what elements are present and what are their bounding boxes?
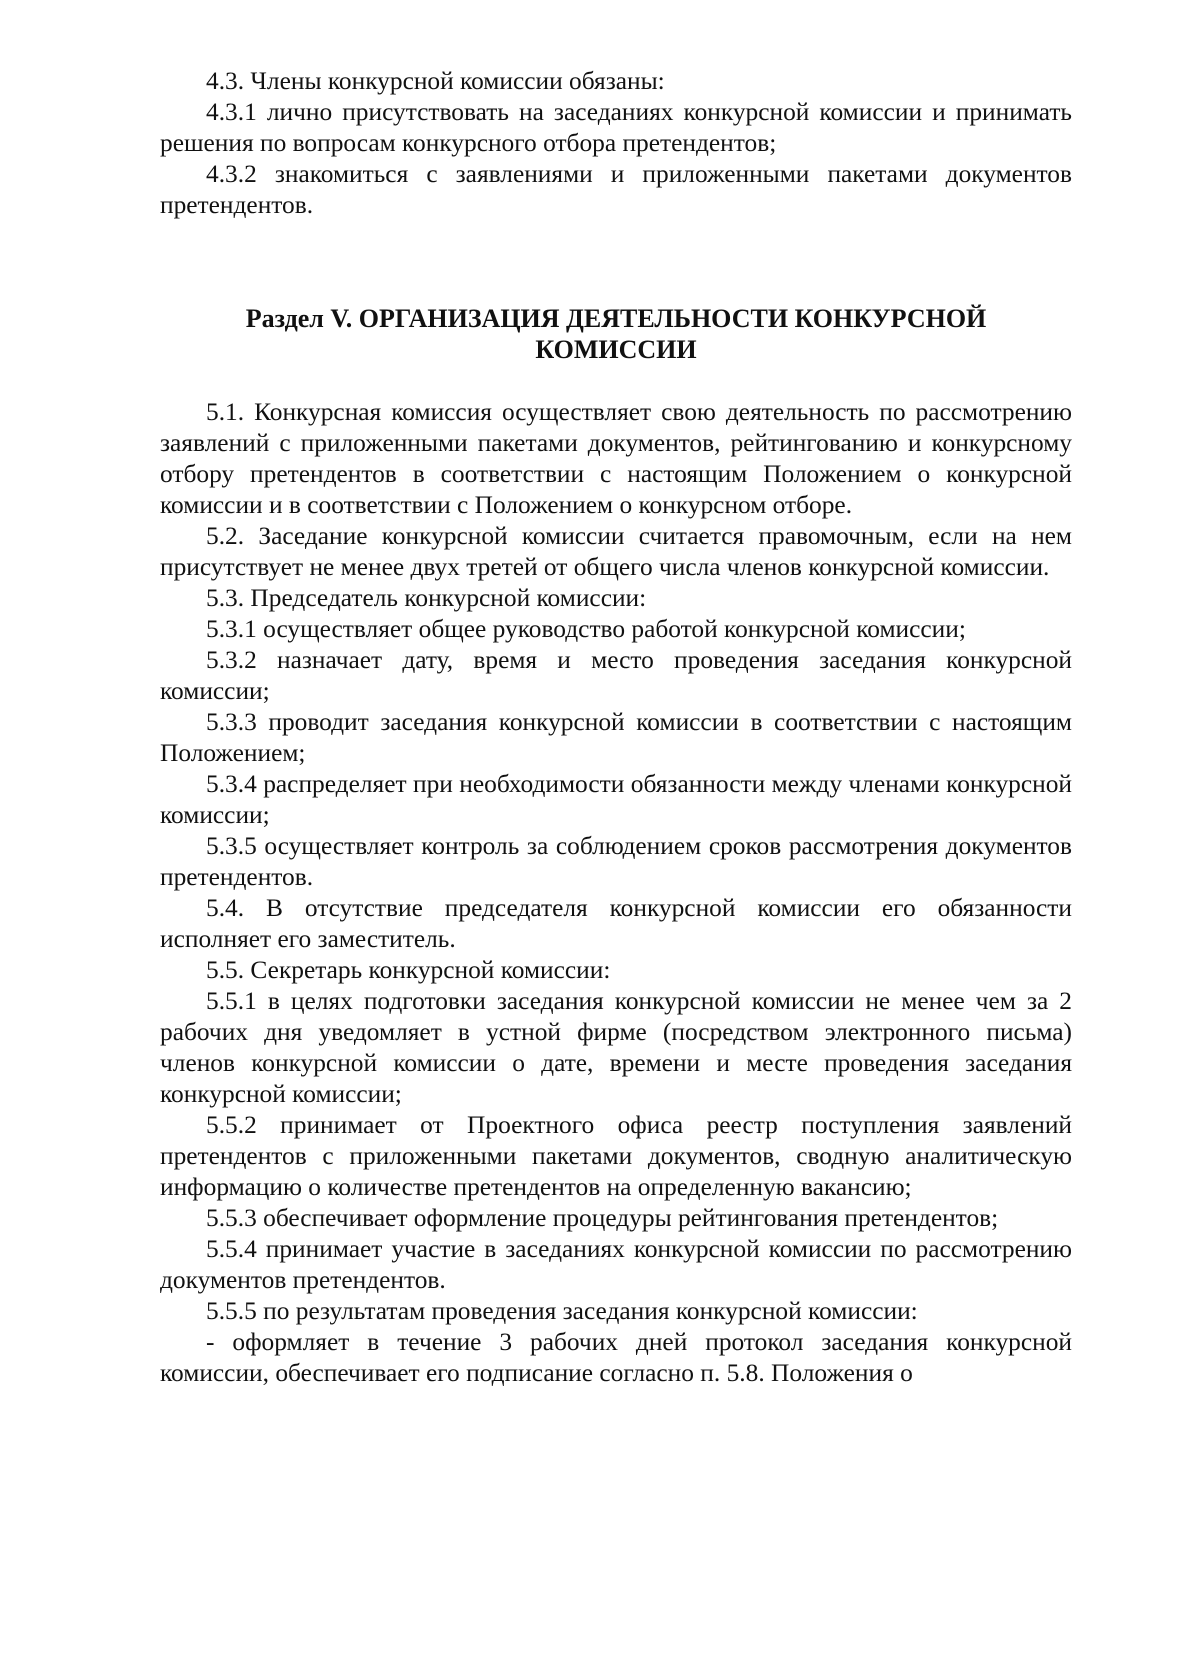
paragraph-4-3: 4.3. Члены конкурсной комиссии обязаны: — [206, 67, 665, 95]
paragraph-5-3-5: 5.3.5 осуществляет контроль за соблюдением сроков рассмотрения документов претендентов. — [160, 832, 1072, 891]
paragraph-4-3-1: 4.3.1 лично присутствовать на заседаниях конкурсной комиссии и принимать решения по вопросам конкурсного отбора претендентов; — [160, 98, 1072, 157]
spacer — [160, 221, 1072, 303]
paragraph-4-3-2: 4.3.2 знакомиться с заявлениями и приложенными пакетами документов претендентов. — [160, 160, 1072, 219]
paragraph-5-5-5: 5.5.5 по результатам проведения заседания конкурсной комиссии: — [206, 1297, 918, 1325]
paragraph-5-3-3: 5.3.3 проводит заседания конкурсной комиссии в соответствии с настоящим Положением; — [160, 708, 1072, 767]
paragraph-5-2: 5.2. Заседание конкурсной комиссии считается правомочным, если на нем присутствует не менее двух третей от общего числа членов конкурсной комиссии. — [160, 522, 1072, 581]
paragraph-5-3-1: 5.3.1 осуществляет общее руководство работой конкурсной комиссии; — [206, 615, 966, 643]
paragraph-5-4: 5.4. В отсутствие председателя конкурсной комиссии его обязанности исполняет его заместитель. — [160, 894, 1072, 953]
section-heading-line-1: Раздел V. ОРГАНИЗАЦИЯ ДЕЯТЕЛЬНОСТИ КОНКУРСНОЙ — [245, 304, 987, 333]
paragraph-5-1: 5.1. Конкурсная комиссия осуществляет свою деятельность по рассмотрению заявлений с приложенными пакетами документов, рейтингованию и конкурсному отбору претендентов в соответствии с настоящим Положением о конкурсной комиссии и в соответствии с Положением о конкурсном отборе. — [160, 398, 1072, 519]
paragraph-5-3-2: 5.3.2 назначает дату, время и место проведения заседания конкурсной комиссии; — [160, 646, 1072, 705]
paragraph-5-3: 5.3. Председатель конкурсной комиссии: — [206, 584, 647, 612]
paragraph-5-5-1: 5.5.1 в целях подготовки заседания конкурсной комиссии не менее чем за 2 рабочих дня уведомляет в устной фирме (посредством электронного письма) членов конкурсной комиссии о дате, времени и месте проведения заседания конкурсной комиссии; — [160, 987, 1072, 1108]
spacer — [160, 365, 1072, 397]
paragraph-5-3-4: 5.3.4 распределяет при необходимости обязанности между членами конкурсной комиссии; — [160, 770, 1072, 829]
paragraph-5-5-3: 5.5.3 обеспечивает оформление процедуры рейтингования претендентов; — [206, 1204, 999, 1232]
paragraph-5-5-2: 5.5.2 принимает от Проектного офиса реестр поступления заявлений претендентов с приложенными пакетами документов, сводную аналитическую информацию о количестве претендентов на определенную вакансию; — [160, 1111, 1072, 1201]
paragraph-5-5-4: 5.5.4 принимает участие в заседаниях конкурсной комиссии по рассмотрению документов претендентов. — [160, 1235, 1072, 1294]
paragraph-5-5: 5.5. Секретарь конкурсной комиссии: — [206, 956, 611, 984]
section-heading — [160, 303, 1072, 365]
section-heading-line-2: КОМИССИИ — [535, 335, 697, 364]
document-body — [160, 66, 1072, 1389]
paragraph-5-5-5-item: - оформляет в течение 3 рабочих дней протокол заседания конкурсной комиссии, обеспечивает его подписание согласно п. 5.8. Положения о — [160, 1328, 1072, 1387]
